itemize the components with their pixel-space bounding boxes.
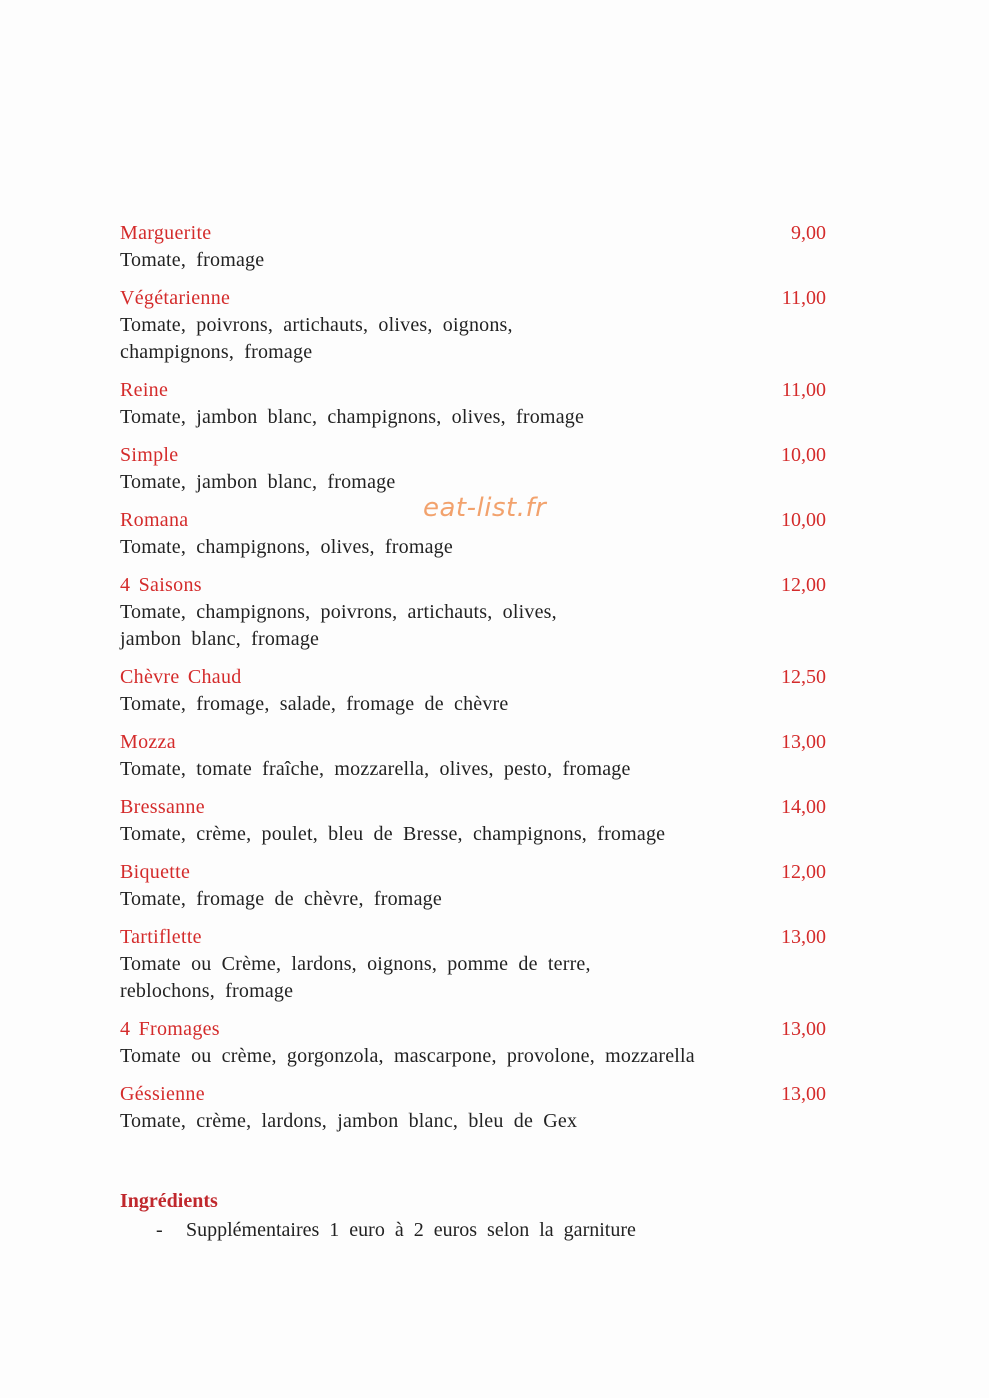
- menu-item-description: Tomate, crème, lardons, jambon blanc, bleu de Gex: [120, 1110, 578, 1132]
- menu-item: [120, 377, 826, 431]
- pizza-menu-list: [120, 220, 826, 1146]
- menu-item-description: Tomate, fromage, salade, fromage de chèvre: [120, 693, 509, 715]
- menu-item-name: 4 Fromages: [120, 1018, 220, 1040]
- menu-item-price: 13,00: [781, 926, 826, 948]
- menu-item: [120, 220, 826, 274]
- menu-item-price: 13,00: [781, 1018, 826, 1040]
- menu-item-description: Tomate, poivrons, artichauts, olives, oignons, champignons, fromage: [120, 314, 513, 363]
- menu-item: [120, 664, 826, 718]
- menu-item-price: 11,00: [781, 287, 826, 309]
- menu-item-description: Tomate, champignons, poivrons, artichauts, olives, jambon blanc, fromage: [120, 601, 557, 650]
- menu-item-name: Tartiflette: [120, 926, 202, 948]
- menu-item-price: 13,00: [781, 731, 826, 753]
- menu-item: [120, 859, 826, 913]
- menu-item-price: 13,00: [781, 1083, 826, 1105]
- menu-item-name: 4 Saisons: [120, 574, 202, 596]
- bullet-dash: -: [156, 1219, 163, 1241]
- menu-item: [120, 1081, 826, 1135]
- menu-item-description: Tomate, fromage de chèvre, fromage: [120, 888, 442, 910]
- menu-item-name: Biquette: [120, 861, 191, 883]
- menu-item-price: 12,00: [781, 861, 826, 883]
- ingredients-title: Ingrédients: [120, 1190, 218, 1212]
- menu-item-name: Reine: [120, 379, 169, 401]
- menu-item-price: 10,00: [781, 509, 826, 531]
- menu-item-name: Végétarienne: [120, 287, 231, 309]
- menu-item-price: 10,00: [781, 444, 826, 466]
- menu-item-description: Tomate, fromage: [120, 249, 265, 271]
- menu-item: [120, 572, 826, 653]
- menu-item-name: Bressanne: [120, 796, 205, 818]
- ingredients-note: [156, 1215, 826, 1245]
- menu-item: [120, 285, 826, 366]
- menu-item-price: 11,00: [781, 379, 826, 401]
- menu-item-price: 12,00: [781, 574, 826, 596]
- menu-item: [120, 794, 826, 848]
- menu-item-description: Tomate, tomate fraîche, mozzarella, olives, pesto, fromage: [120, 758, 631, 780]
- menu-item-description: Tomate ou crème, gorgonzola, mascarpone, provolone, mozzarella: [120, 1045, 695, 1067]
- ingredients-section: [120, 1187, 826, 1245]
- menu-item-name: Chèvre Chaud: [120, 666, 242, 688]
- menu-item: [120, 1016, 826, 1070]
- menu-item: [120, 729, 826, 783]
- watermark-text: eat-list.fr: [423, 493, 547, 523]
- menu-item-name: Mozza: [120, 731, 176, 753]
- menu-item-name: Simple: [120, 444, 179, 466]
- menu-item-description: Tomate, champignons, olives, fromage: [120, 536, 453, 558]
- menu-item-description: Tomate, jambon blanc, champignons, olives, fromage: [120, 406, 585, 428]
- menu-item-name: Marguerite: [120, 222, 212, 244]
- menu-item-name: Romana: [120, 509, 189, 531]
- menu-item: [120, 924, 826, 1005]
- ingredients-note-text: Supplémentaires 1 euro à 2 euros selon la garniture: [186, 1219, 636, 1241]
- menu-item-description: Tomate, jambon blanc, fromage: [120, 471, 396, 493]
- menu-item-price: 14,00: [781, 796, 826, 818]
- menu-item-description: Tomate, crème, poulet, bleu de Bresse, champignons, fromage: [120, 823, 666, 845]
- menu-item-price: 12,50: [781, 666, 826, 688]
- menu-item-price: 9,00: [791, 222, 826, 244]
- menu-item: [120, 442, 826, 496]
- menu-item-name: Géssienne: [120, 1083, 205, 1105]
- menu-item-description: Tomate ou Crème, lardons, oignons, pomme de terre, reblochons, fromage: [120, 953, 591, 1002]
